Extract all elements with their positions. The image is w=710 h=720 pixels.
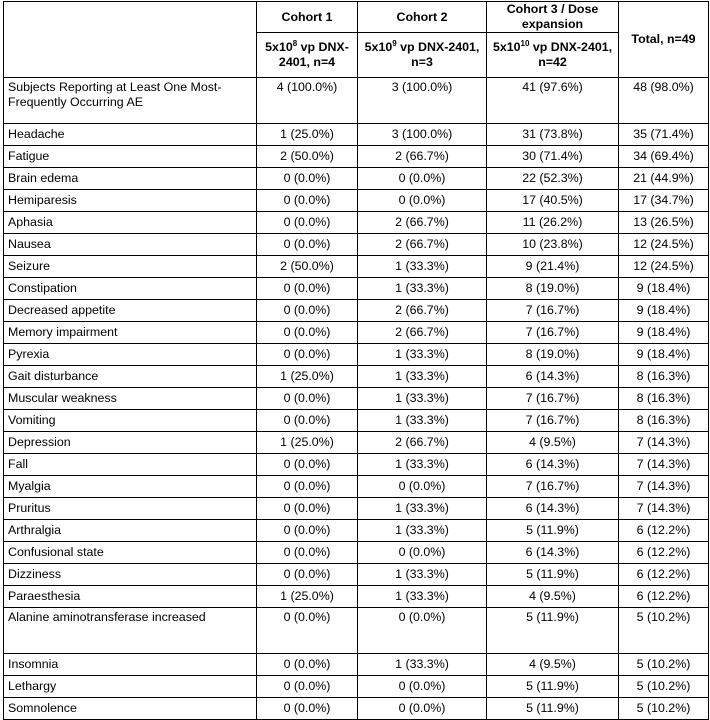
cell-cohort3: 6 (14.3%) [487,498,619,520]
table-row [4,476,709,498]
cell-cohort1: 0 (0.0%) [257,564,358,586]
cell-cohort1: 4 (100.0%) [257,78,358,124]
row-label: Depression [4,432,257,454]
cell-total: 6 (12.2%) [619,520,709,542]
row-label: Alanine aminotransferase increased [4,608,257,654]
row-label: Vomiting [4,410,257,432]
cell-cohort3: 17 (40.5%) [487,190,619,212]
table-row [4,654,709,676]
header-cohort2: Cohort 2 [358,2,487,33]
cell-cohort3: 22 (52.3%) [487,168,619,190]
table-row [4,586,709,608]
row-label: Somnolence [4,698,257,720]
adverse-events-table [3,1,709,720]
cell-total: 7 (14.3%) [619,498,709,520]
cell-cohort1: 0 (0.0%) [257,454,358,476]
cell-cohort3: 41 (97.6%) [487,78,619,124]
cell-cohort1: 2 (50.0%) [257,256,358,278]
table-row [4,454,709,476]
cell-cohort1: 0 (0.0%) [257,542,358,564]
cell-cohort2: 2 (66.7%) [358,146,487,168]
cell-cohort3: 8 (19.0%) [487,278,619,300]
cell-cohort2: 2 (66.7%) [358,432,487,454]
table-row [4,168,709,190]
cell-cohort2: 0 (0.0%) [358,608,487,654]
row-label: Dizziness [4,564,257,586]
cell-cohort2: 1 (33.3%) [358,520,487,542]
cell-cohort2: 0 (0.0%) [358,476,487,498]
cell-cohort2: 1 (33.3%) [358,256,487,278]
cell-cohort2: 1 (33.3%) [358,344,487,366]
cell-cohort3: 30 (71.4%) [487,146,619,168]
cell-total: 12 (24.5%) [619,234,709,256]
table-row [4,564,709,586]
row-label: Fall [4,454,257,476]
row-label: Seizure [4,256,257,278]
cell-cohort2: 1 (33.3%) [358,410,487,432]
cell-cohort3: 4 (9.5%) [487,586,619,608]
cell-cohort3: 5 (11.9%) [487,698,619,720]
table-row [4,410,709,432]
cell-cohort3: 5 (11.9%) [487,608,619,654]
row-label: Memory impairment [4,322,257,344]
cell-cohort2: 0 (0.0%) [358,190,487,212]
header-row-cohorts [4,2,709,33]
cell-total: 8 (16.3%) [619,366,709,388]
table-row [4,190,709,212]
cell-cohort1: 0 (0.0%) [257,388,358,410]
cell-cohort2: 0 (0.0%) [358,676,487,698]
row-label: Myalgia [4,476,257,498]
cell-cohort1: 0 (0.0%) [257,698,358,720]
header-dose3: $5x10^{10}$ vp DNX-2401, n=42 [487,33,619,78]
header-cohort3: Cohort 3 / Dose expansion [487,2,619,33]
cell-cohort2: 1 (33.3%) [358,498,487,520]
table-row [4,608,709,654]
cell-cohort2: 2 (66.7%) [358,322,487,344]
table-row [4,256,709,278]
cell-cohort3: 6 (14.3%) [487,366,619,388]
cell-cohort1: 1 (25.0%) [257,586,358,608]
row-label: Decreased appetite [4,300,257,322]
cell-cohort3: 6 (14.3%) [487,542,619,564]
cell-cohort3: 7 (16.7%) [487,476,619,498]
cell-cohort1: 0 (0.0%) [257,498,358,520]
row-label: Aphasia [4,212,257,234]
row-label: Gait disturbance [4,366,257,388]
table-row [4,322,709,344]
cell-cohort3: 11 (26.2%) [487,212,619,234]
row-label: Headache [4,124,257,146]
table-row [4,278,709,300]
cell-total: 8 (16.3%) [619,410,709,432]
cell-cohort3: 5 (11.9%) [487,564,619,586]
row-label: Lethargy [4,676,257,698]
table-row [4,676,709,698]
cell-cohort1: 0 (0.0%) [257,344,358,366]
cell-total: 5 (10.2%) [619,608,709,654]
table-row [4,344,709,366]
row-label: Paraesthesia [4,586,257,608]
cell-cohort1: 0 (0.0%) [257,654,358,676]
cell-cohort1: 1 (25.0%) [257,432,358,454]
table-row [4,432,709,454]
row-label: Confusional state [4,542,257,564]
cell-total: 9 (18.4%) [619,322,709,344]
row-label: Muscular weakness [4,388,257,410]
cell-total: 48 (98.0%) [619,78,709,124]
cell-cohort2: 1 (33.3%) [358,654,487,676]
cell-cohort2: 1 (33.3%) [358,388,487,410]
cell-total: 6 (12.2%) [619,586,709,608]
cell-cohort1: 0 (0.0%) [257,168,358,190]
cell-total: 9 (18.4%) [619,278,709,300]
row-label: Insomnia [4,654,257,676]
cell-cohort2: 0 (0.0%) [358,542,487,564]
cell-total: 5 (10.2%) [619,698,709,720]
cell-total: 5 (10.2%) [619,654,709,676]
cell-total: 7 (14.3%) [619,432,709,454]
row-label: Subjects Reporting at Least One Most-Frequently Occurring AE [4,78,257,124]
cell-cohort3: 7 (16.7%) [487,322,619,344]
cell-cohort2: 2 (66.7%) [358,234,487,256]
table-row [4,498,709,520]
cell-cohort1: 1 (25.0%) [257,124,358,146]
cell-total: 5 (10.2%) [619,676,709,698]
cell-total: 12 (24.5%) [619,256,709,278]
cell-cohort3: 7 (16.7%) [487,410,619,432]
cell-cohort3: 7 (16.7%) [487,388,619,410]
cell-cohort1: 0 (0.0%) [257,410,358,432]
cell-cohort1: 0 (0.0%) [257,322,358,344]
cell-cohort1: 0 (0.0%) [257,234,358,256]
table-row [4,388,709,410]
cell-cohort2: 3 (100.0%) [358,78,487,124]
cell-cohort3: 5 (11.9%) [487,520,619,542]
row-label: Pruritus [4,498,257,520]
cell-cohort3: 4 (9.5%) [487,432,619,454]
cell-cohort3: 9 (21.4%) [487,256,619,278]
cell-cohort2: 1 (33.3%) [358,366,487,388]
row-label: Arthralgia [4,520,257,542]
cell-total: 8 (16.3%) [619,388,709,410]
cell-total: 17 (34.7%) [619,190,709,212]
cell-total: 34 (69.4%) [619,146,709,168]
table-row [4,234,709,256]
cell-cohort3: 7 (16.7%) [487,300,619,322]
header-dose1: $5x10^8$ vp DNX-2401, n=4 [257,33,358,78]
table-row [4,542,709,564]
cell-cohort1: 0 (0.0%) [257,676,358,698]
header-total: Total, n=49 [619,2,709,78]
cell-cohort1: 0 (0.0%) [257,520,358,542]
cell-cohort2: 3 (100.0%) [358,124,487,146]
row-label: Hemiparesis [4,190,257,212]
cell-total: 7 (14.3%) [619,454,709,476]
cell-total: 6 (12.2%) [619,564,709,586]
cell-cohort2: 1 (33.3%) [358,454,487,476]
cell-cohort2: 2 (66.7%) [358,300,487,322]
table-row [4,300,709,322]
table-row [4,124,709,146]
table-row [4,520,709,542]
table-row [4,366,709,388]
table-row [4,78,709,124]
table-body [4,78,709,720]
cell-total: 9 (18.4%) [619,300,709,322]
cell-total: 6 (12.2%) [619,542,709,564]
cell-total: 35 (71.4%) [619,124,709,146]
cell-cohort2: 2 (66.7%) [358,212,487,234]
cell-cohort2: 0 (0.0%) [358,698,487,720]
cell-cohort1: 2 (50.0%) [257,146,358,168]
row-label: Brain edema [4,168,257,190]
cell-total: 13 (26.5%) [619,212,709,234]
cell-cohort2: 0 (0.0%) [358,168,487,190]
cell-total: 7 (14.3%) [619,476,709,498]
cell-cohort1: 0 (0.0%) [257,278,358,300]
row-label: Constipation [4,278,257,300]
cell-cohort1: 0 (0.0%) [257,608,358,654]
header-blank-cell [4,2,257,78]
cell-cohort3: 31 (73.8%) [487,124,619,146]
cell-cohort1: 0 (0.0%) [257,190,358,212]
cell-cohort1: 1 (25.0%) [257,366,358,388]
header-dose2: $5x10^9$ vp DNX-2401, n=3 [358,33,487,78]
row-label: Pyrexia [4,344,257,366]
table-row [4,212,709,234]
row-label: Fatigue [4,146,257,168]
cell-cohort1: 0 (0.0%) [257,300,358,322]
row-label: Nausea [4,234,257,256]
cell-total: 9 (18.4%) [619,344,709,366]
cell-cohort2: 1 (33.3%) [358,564,487,586]
cell-cohort2: 1 (33.3%) [358,278,487,300]
cell-cohort2: 1 (33.3%) [358,586,487,608]
cell-cohort3: 10 (23.8%) [487,234,619,256]
header-cohort1: Cohort 1 [257,2,358,33]
cell-cohort1: 0 (0.0%) [257,212,358,234]
cell-cohort3: 8 (19.0%) [487,344,619,366]
cell-cohort3: 5 (11.9%) [487,676,619,698]
table-row [4,698,709,720]
table-row [4,146,709,168]
cell-cohort1: 0 (0.0%) [257,476,358,498]
cell-total: 21 (44.9%) [619,168,709,190]
cell-cohort3: 4 (9.5%) [487,654,619,676]
cell-cohort3: 6 (14.3%) [487,454,619,476]
